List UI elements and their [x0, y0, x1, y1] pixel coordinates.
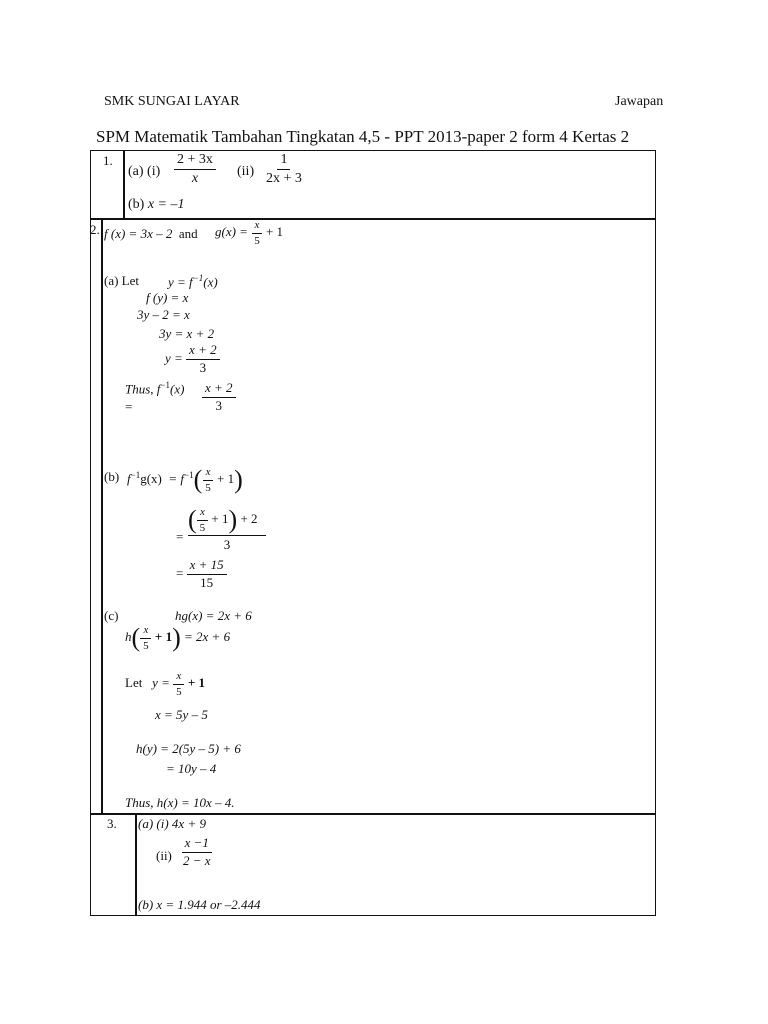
- q1-a-i-denominator: x: [191, 171, 199, 187]
- q1-a-label: (a) (i): [128, 164, 161, 179]
- q2-c-line-2: [125, 624, 230, 652]
- q2-c-5: 5: [143, 639, 149, 652]
- q2-a-thus: [125, 380, 184, 397]
- q2-b-line-2-denominator: 3: [223, 537, 231, 553]
- q3-b: (b) x = 1.944 or –2.444: [138, 897, 261, 912]
- q2-a-inverse-superscript: −1: [192, 273, 204, 283]
- q2-c-line-6: = 10y – 4: [166, 761, 217, 776]
- q1-b-line: [128, 197, 185, 213]
- q1-a-ii-fraction: [263, 152, 305, 187]
- q2-a-line-4-left: y =: [165, 350, 183, 366]
- q2-a-thus-text: Thus, f: [125, 381, 161, 397]
- q2-a-line-4: [165, 343, 220, 376]
- q2-b-equals-f: = f: [168, 471, 185, 487]
- q2-g-denominator: 5: [254, 234, 260, 247]
- q2-c-line-1: hg(x) = 2x + 6: [175, 608, 252, 623]
- q2-a-thus-equals: =: [125, 399, 133, 414]
- q2-g-left: g(x) =: [215, 224, 248, 240]
- q2-f-definition: f (x) = 3x – 2: [104, 226, 173, 241]
- column-divider-q2: [101, 219, 103, 814]
- q3-a-ii-label: (ii): [156, 848, 172, 863]
- q2-c-label: (c): [104, 608, 119, 623]
- q2-c-line-5: h(y) = 2(5y – 5) + 6: [136, 741, 241, 756]
- q2-a-line-4-numerator: x + 2: [186, 343, 220, 360]
- answer-label: Jawapan: [615, 94, 664, 109]
- q2-b-line-2-plus-one: + 1: [211, 511, 229, 527]
- q1-b-answer: x = –1: [147, 197, 185, 212]
- q2-b-line-3: [176, 558, 227, 591]
- q2-c-open-paren: (: [131, 623, 141, 653]
- q2-b-label: (b): [104, 469, 120, 484]
- q1-a-i-numerator: 2 + 3x: [174, 152, 216, 170]
- q2-c-let-word: Let: [125, 675, 143, 691]
- q3-a-ii-numerator: x −1: [182, 836, 212, 853]
- q1-a-ii-label: (ii): [237, 164, 255, 179]
- q2-b-equals-2: =: [176, 529, 184, 544]
- q2-b-line-2-close-paren: ): [228, 505, 238, 535]
- q3-a-i: (a) (i) 4x + 9: [138, 816, 206, 831]
- q2-a-label: (a) Let: [104, 273, 140, 288]
- q2-a-thus-tail: (x): [169, 381, 185, 397]
- q2-a-line-4-denominator: 3: [199, 359, 207, 375]
- q2-c-line-4: x = 5y – 5: [155, 707, 208, 722]
- q1-b-label: (b): [128, 197, 145, 212]
- column-divider-q1: [123, 150, 125, 219]
- q1-a-ii-denominator: 2x + 3: [266, 171, 302, 187]
- q2-c-plus-one: + 1: [154, 629, 173, 645]
- q2-a-let-tail: (x): [203, 274, 218, 290]
- column-divider-q3: [135, 814, 137, 915]
- page-title: SPM Matematik Tambahan Tingkatan 4,5 - PPT 2013-paper 2 form 4 Kertas 2: [96, 127, 630, 146]
- q2-a-thus-denominator: 3: [215, 397, 223, 413]
- q2-and: and: [178, 226, 198, 241]
- q2-c-close-paren: ): [172, 623, 181, 653]
- q2-b-line-1: [127, 466, 243, 494]
- q2-c-h: h: [125, 629, 132, 645]
- q2-c-let-plus-one: + 1: [187, 675, 206, 691]
- row-divider-2: [90, 813, 656, 815]
- q2-a-line-1: f (y) = x: [146, 290, 189, 305]
- q2-g-numerator: x: [252, 219, 263, 234]
- q2-c-let-5: 5: [176, 685, 182, 698]
- q2-b-line-2-5: 5: [199, 521, 206, 534]
- q2-b-line-2: [188, 506, 266, 553]
- q2-a-line-2: 3y – 2 = x: [137, 307, 190, 322]
- q2-a-thus-superscript: −1: [160, 380, 170, 390]
- q2-a-thus-fraction: [202, 381, 236, 414]
- q2-b-x: x: [203, 466, 214, 481]
- q2-c-let-y: y =: [152, 675, 170, 691]
- q2-given-g: [215, 219, 283, 247]
- q2-b-inverse-superscript: −1: [130, 469, 141, 480]
- question-number-3: 3.: [107, 816, 117, 831]
- q2-c-let: [125, 670, 205, 698]
- q3-a-ii-denominator: 2 − x: [183, 852, 211, 868]
- q2-b-line-2-open-paren: (: [188, 505, 197, 535]
- q2-b-g: g(x): [140, 471, 162, 487]
- question-number-1: 1.: [103, 153, 113, 168]
- q2-a-let-text: y = f: [168, 274, 193, 290]
- q2-a-let: [168, 273, 218, 290]
- q3-a-ii-fraction: [180, 836, 214, 869]
- q2-b-line-3-numerator: x + 15: [187, 558, 227, 575]
- q2-b-line-3-equals: =: [176, 565, 184, 581]
- q2-c-let-x: x: [173, 670, 184, 685]
- q2-g-tail: + 1: [265, 224, 284, 240]
- q1-a-ii-numerator: 1: [277, 152, 290, 170]
- q2-c-thus: Thus, h(x) = 10x – 4.: [125, 795, 235, 810]
- q2-b-inverse-superscript-2: −1: [184, 469, 194, 480]
- q2-b-close-paren: ): [234, 465, 243, 495]
- question-number-2: 2.: [90, 222, 100, 237]
- q2-b-line-2-x: x: [197, 506, 208, 521]
- school-name: SMK SUNGAI LAYAR: [104, 94, 240, 109]
- q2-c-line-2-right: = 2x + 6: [184, 629, 231, 645]
- q2-c-x: x: [140, 624, 151, 639]
- q2-a-thus-numerator: x + 2: [202, 381, 236, 398]
- q2-b-open-paren: (: [193, 465, 203, 495]
- q2-a-line-3: 3y = x + 2: [159, 326, 215, 341]
- q2-given-f: [104, 226, 198, 242]
- q1-a-i-fraction: [174, 152, 216, 187]
- q2-b-f: f: [127, 471, 131, 487]
- q2-b-plus-one: + 1: [217, 471, 235, 487]
- q2-b-line-2-plus-two: + 2: [240, 511, 258, 527]
- q2-b-5: 5: [205, 481, 211, 494]
- row-divider-1: [90, 218, 656, 220]
- q2-b-line-3-denominator: 15: [200, 574, 214, 590]
